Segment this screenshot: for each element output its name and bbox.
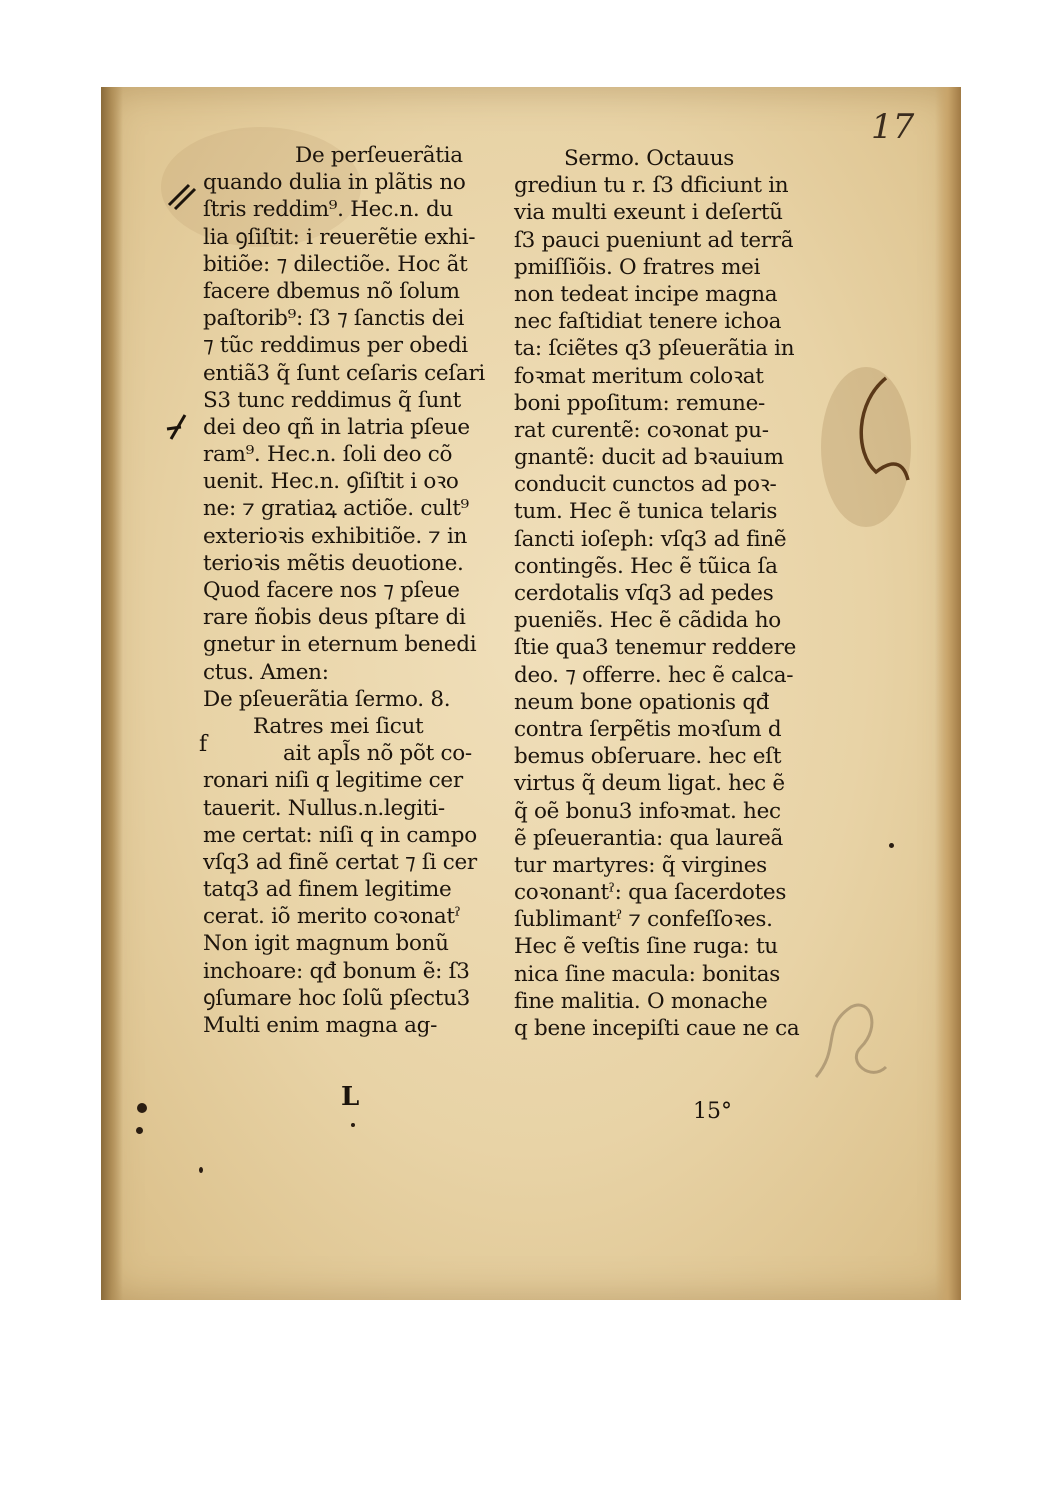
text-line: via multi exeunt i deſertũ	[514, 200, 783, 226]
left-column	[203, 142, 503, 1039]
text-line: lia ꝯſiſtit: i reuerẽtie exhi-	[203, 224, 476, 250]
margin-bracket-icon	[846, 372, 916, 502]
left-text-block-2	[203, 713, 503, 1039]
text-line: facere dbemus nõ ſolum	[203, 278, 460, 304]
text-line: ẽ pſeuerantia: qua laureã	[514, 825, 784, 851]
text-line: bitiõe: ⁊ dilectiõe. Hoc ãt	[203, 251, 468, 277]
left-heading: De perſeuerãtia	[295, 143, 463, 168]
margin-mark-icon	[163, 409, 193, 449]
text-line: non tedeat incipe magna	[514, 281, 778, 307]
text-line: contra ſerpẽtis moꝛſum d	[514, 716, 782, 742]
text-line: q̃ oẽ bonu3 infoꝛmat. hec	[514, 798, 781, 824]
text-line: tur martyres: q̃ virgines	[514, 852, 767, 878]
text-line: gnantẽ: ducit ad bꝛauium	[514, 445, 784, 471]
text-line: ꝯſumare hoc ſolũ pſectu3	[203, 985, 471, 1011]
text-line: Multi enim magna ag-	[203, 1013, 438, 1038]
text-line: uenit. Hec.n. ꝯſiſtit i oꝛo	[203, 469, 459, 495]
text-line: conducit cunctos ad poꝛ-	[514, 472, 777, 498]
text-line: ſublimantˀ ⁊ confeſſoꝛes.	[514, 907, 773, 933]
text-line: cerdotalis vſq3 ad pedes	[514, 581, 774, 606]
text-line: bemus obſeruare. hec eſt	[514, 744, 782, 770]
right-heading: Sermo. Octauus	[564, 146, 735, 171]
text-line: pmiſſiõis. O fratres mei	[514, 254, 761, 280]
text-line: rat curentẽ: coꝛonat pu-	[514, 417, 769, 443]
text-line: Ratres mei ſicut	[253, 713, 424, 739]
text-line: tum. Hec ẽ tunica telaris	[514, 499, 778, 525]
text-line: terioꝛis mẽtis deuotione.	[203, 550, 464, 576]
text-line: ſ3 pauci pueniunt ad terrã	[514, 227, 794, 253]
text-line: me certat: niſi q in campo	[203, 822, 477, 848]
text-line: contingẽs. Hec ẽ tũica ſa	[514, 553, 778, 579]
spot	[199, 1167, 203, 1173]
text-line: tauerit. Nullus.n.legiti-	[203, 795, 445, 821]
text-line: pueniẽs. Hec ẽ cãdida ho	[514, 608, 781, 634]
text-line: Quod facere nos ⁊ pſeue	[203, 578, 460, 603]
spot	[137, 1103, 147, 1113]
text-line: ait apl̃s nõ põt co-	[283, 741, 472, 767]
margin-mark-icon	[161, 177, 201, 217]
text-line: ne: ⁊ gratiaꝝ actiõe. cult⁹	[203, 496, 469, 522]
page-left-edge	[101, 87, 123, 1300]
page-right-edge	[935, 87, 961, 1300]
text-line: ſancti ioſeph: vſq3 ad finẽ	[514, 526, 787, 552]
spot	[351, 1123, 355, 1127]
spot	[136, 1127, 143, 1134]
manuscript-page	[101, 87, 961, 1300]
initial-letter: f	[199, 732, 208, 757]
text-line: inchoare: qđ bonum ẽ: ſ3	[203, 958, 470, 984]
text-line: ctus. Amen:	[203, 659, 329, 685]
text-line: ronari niſi q legitime cer	[203, 768, 463, 794]
section-heading: De pſeuerãtia ſermo. 8.	[203, 686, 451, 712]
text-line: foꝛmat meritum coloꝛat	[514, 363, 764, 389]
text-line: deo. ⁊ offerre. hec ẽ calca-	[514, 662, 794, 688]
text-line: Hec ẽ veſtis ſine ruga: tu	[514, 934, 778, 960]
text-line: quando dulia in plãtis no	[203, 170, 466, 196]
watermark-icon	[801, 987, 891, 1097]
left-text-block	[203, 169, 503, 686]
text-line: vſq3 ad finẽ certat ⁊ ſi cer	[203, 849, 477, 875]
text-line: Non igit magnum bonũ	[203, 931, 449, 957]
text-line: exterioꝛis exhibitiõe. ⁊ in	[203, 523, 468, 549]
text-line: fine malitia. O monache	[514, 988, 768, 1014]
text-line: cerat. iõ merito coꝛonatˀ	[203, 904, 461, 930]
spot	[889, 843, 894, 848]
text-line: paſtorib⁹: ſ3 ⁊ ſanctis dei	[203, 306, 465, 332]
text-line: tatq3 ad finem legitime	[203, 877, 452, 903]
text-line: neum bone opationis qđ	[514, 689, 770, 715]
text-line: ta: ſciẽtes q3 pſeuerãtia in	[514, 336, 795, 362]
text-line: dei deo qñ in latria pſeue	[203, 414, 470, 440]
text-line: ſtris reddim⁹. Hec.n. du	[203, 197, 453, 223]
text-line: ⁊ tũc reddimus per obedi	[203, 333, 468, 359]
catchword: L	[341, 1082, 360, 1112]
text-line: S3 tunc reddimus q̃ ſunt	[203, 387, 461, 413]
text-line: coꝛonantˀ: qua ſacerdotes	[514, 880, 787, 906]
right-text-block	[514, 172, 814, 1042]
page-number: 15°	[693, 1099, 732, 1124]
right-column	[514, 145, 814, 1042]
text-line: q bene incepiſti caue ne ca	[514, 1016, 800, 1041]
text-line: virtus q̃ deum ligat. hec ẽ	[514, 771, 785, 797]
text-line: ſtie qua3 tenemur reddere	[514, 635, 797, 661]
text-line: rare ñobis deus pſtare di	[203, 605, 466, 631]
text-line: gnetur in eternum benedi	[203, 632, 477, 658]
folio-mark: 17	[871, 107, 915, 147]
text-line: entiã3 q̃ ſunt ceſaris ceſari	[203, 360, 485, 386]
text-line: boni ppoſitum: remune-	[514, 390, 765, 416]
text-line: nica ſine macula: bonitas	[514, 961, 780, 987]
text-line: grediun tu r. ſ3 dficiunt in	[514, 173, 789, 199]
text-line: ram⁹. Hec.n. ſoli deo cõ	[203, 442, 453, 468]
text-line: nec faſtidiat tenere ichoa	[514, 309, 782, 335]
